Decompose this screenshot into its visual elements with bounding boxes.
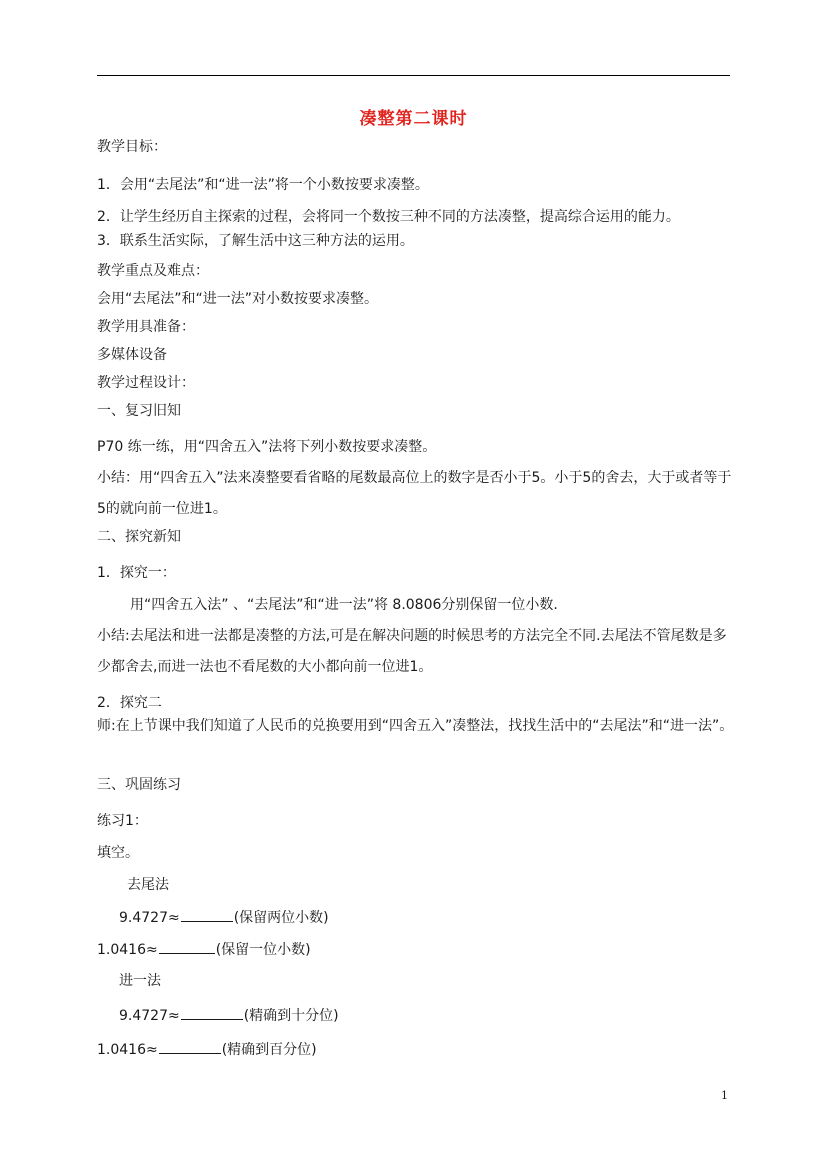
exercise-4-hint: (精确到百分位)	[221, 1042, 317, 1058]
exercise-row-4	[97, 1039, 317, 1060]
header-rule	[97, 75, 730, 76]
exercise-3-expression: 9.4727≈	[119, 1008, 180, 1024]
exercise-row-2	[97, 939, 311, 960]
key-points-text: 会用“去尾法”和“进一法”对小数按要求凑整。	[97, 291, 379, 307]
process-heading: 教学过程设计：	[97, 375, 195, 391]
truncation-method-label: 去尾法	[127, 877, 169, 893]
exercise-2-hint: (保留一位小数)	[215, 942, 311, 958]
exercise-3-hint: (精确到十分位)	[243, 1008, 339, 1024]
explore-1-heading: 1．探究一：	[97, 565, 176, 581]
section-explore: 二、探究新知	[97, 529, 181, 545]
review-exercise: P70 练一练，用“四舍五入”法将下列小数按要求凑整。	[97, 439, 437, 455]
review-summary: 小结：用“四舍五入”法来凑整要看省略的尾数最高位上的数字是否小于5。小于5的舍去，大于或者等于5的就向前一位进1。	[97, 470, 732, 517]
goal-2: 2．让学生经历自主探索的过程，会将同一个数按三种不同的方法凑整，提高综合运用的能力。	[97, 209, 680, 225]
exercise-row-3	[119, 1005, 339, 1026]
materials-heading: 教学用具准备：	[97, 319, 195, 335]
fill-blank-instruction: 填空。	[97, 845, 139, 861]
explore-2-text: 师:在上节课中我们知道了人民币的兑换要用到“四舍五入”凑整法，找找生活中的“去尾法”和“进一法”。	[97, 718, 734, 734]
document-title: 凑整第二课时	[359, 109, 468, 129]
answer-blank-2[interactable]	[159, 939, 215, 954]
explore-2-heading: 2．探究二	[97, 695, 162, 711]
practice-1-heading: 练习1：	[97, 813, 148, 829]
section-review: 一、复习旧知	[97, 403, 181, 419]
teaching-goals-heading: 教学目标：	[97, 139, 167, 155]
exercise-1-expression: 9.4727≈	[119, 910, 180, 926]
answer-blank-3[interactable]	[181, 1005, 243, 1020]
goal-1: 1．会用“去尾法”和“进一法”将一个小数按要求凑整。	[97, 177, 429, 193]
exercise-row-1	[119, 907, 329, 928]
key-points-heading: 教学重点及难点：	[97, 263, 209, 279]
exercise-2-expression: 1.0416≈	[97, 942, 158, 958]
section-practice: 三、巩固练习	[97, 777, 181, 793]
round-up-method-label: 进一法	[119, 973, 161, 989]
materials-text: 多媒体设备	[97, 347, 167, 363]
explore-1-summary: 小结:去尾法和进一法都是凑整的方法,可是在解决问题的时候思考的方法完全不同.去尾法不管尾数是多少都舍去,而进一法也不看尾数的大小都向前一位进1。	[97, 628, 727, 675]
explore-1-text: 用“四舍五入法” 、“去尾法”和“进一法”将 8.0806分别保留一位小数.	[130, 597, 558, 613]
answer-blank-4[interactable]	[159, 1039, 221, 1054]
page-number: 1	[721, 1089, 728, 1102]
goal-3: 3．联系生活实际，了解生活中这三种方法的运用。	[97, 233, 414, 249]
exercise-1-hint: (保留两位小数)	[233, 910, 329, 926]
exercise-4-expression: 1.0416≈	[97, 1042, 158, 1058]
answer-blank-1[interactable]	[181, 907, 233, 922]
